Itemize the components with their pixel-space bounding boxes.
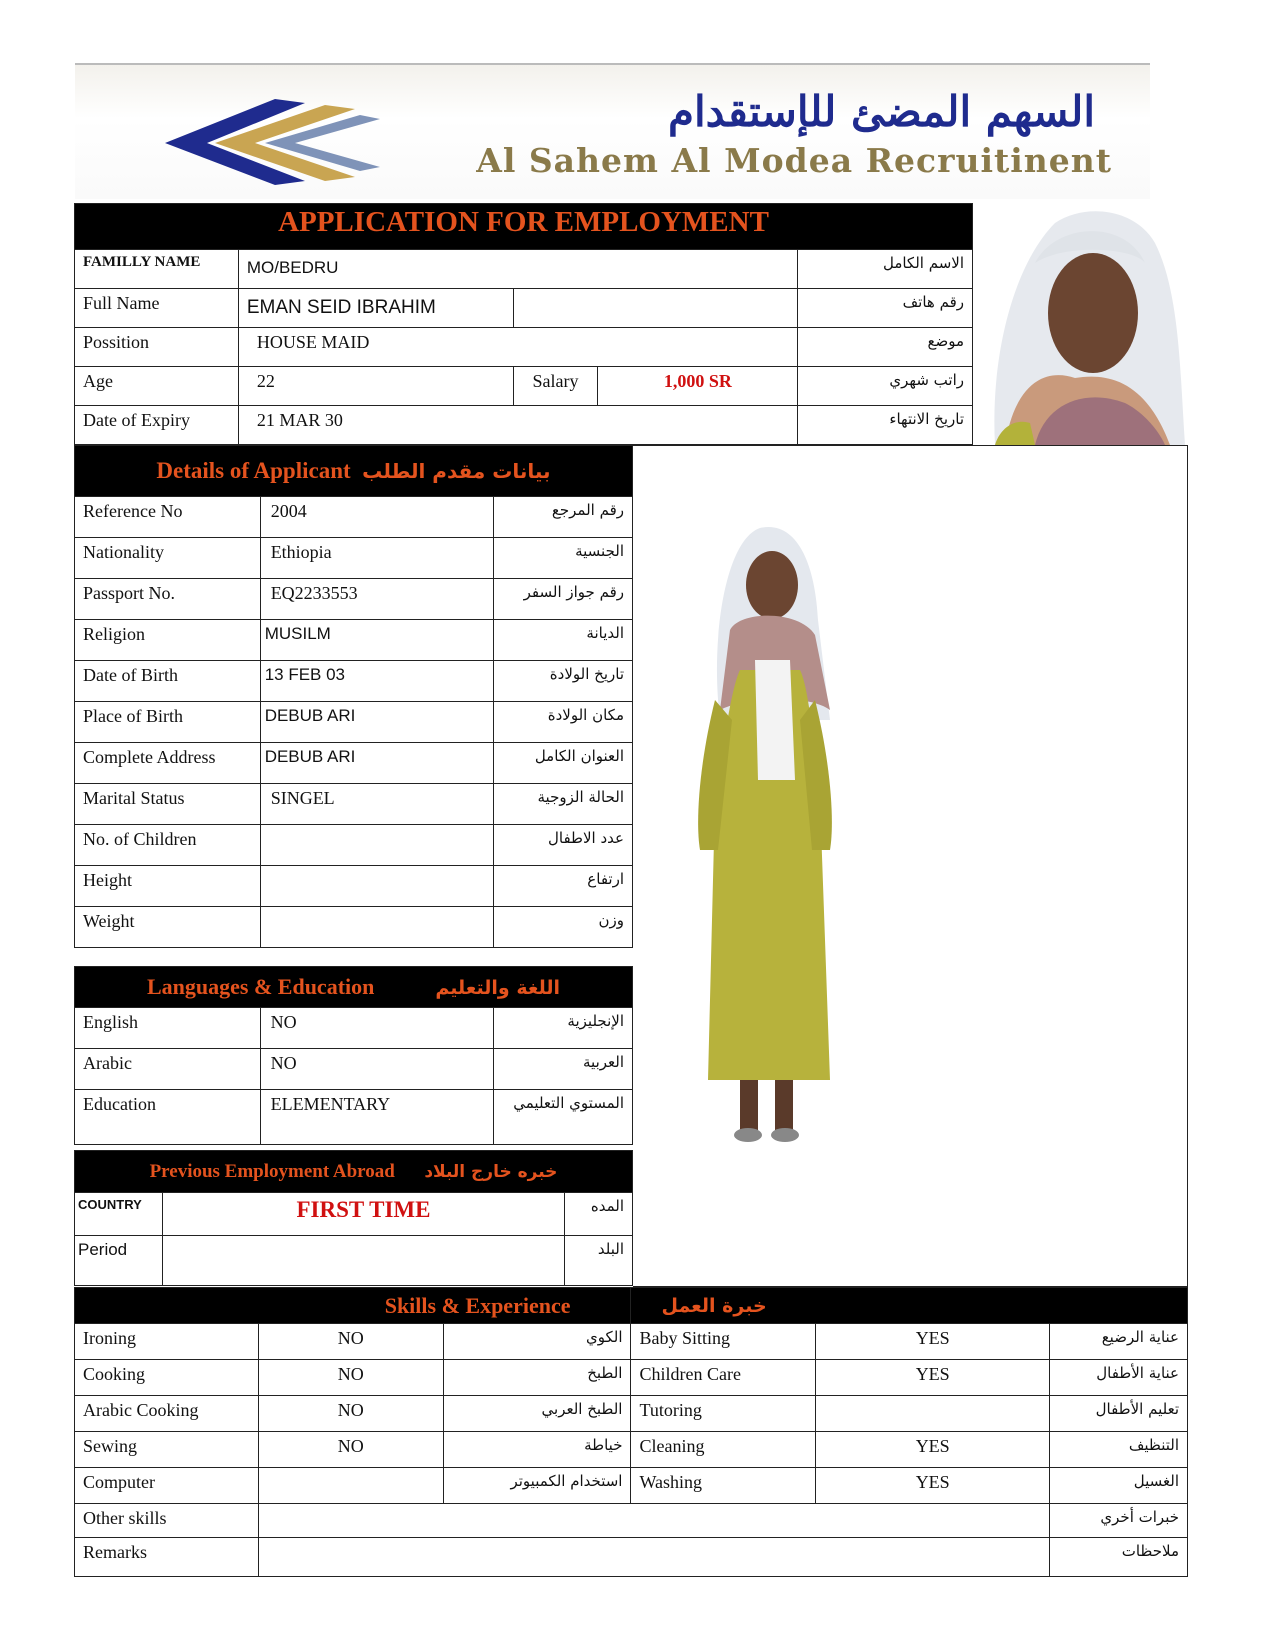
full-name-value: EMAN SEID IBRAHIM <box>238 289 513 328</box>
top-info-table <box>74 203 973 445</box>
skill-left-ar: الطبخ <box>443 1360 631 1396</box>
skill-left-ar: خياطة <box>443 1432 631 1468</box>
skill-right-ar: عناية الرضيع <box>1050 1324 1188 1360</box>
skill-right-value: YES <box>816 1432 1050 1468</box>
language-row-label: English <box>75 1008 261 1049</box>
family-name-label: FAMILLY NAME <box>75 250 239 289</box>
skill-right-value: YES <box>816 1468 1050 1504</box>
details-row-label: Height <box>75 866 261 907</box>
salary-ar: راتب شهري <box>798 367 973 406</box>
language-row-label: Arabic <box>75 1049 261 1090</box>
previous-header-ar: خبره خارج البلاد <box>424 1161 558 1182</box>
skill-right-label: Tutoring <box>631 1396 816 1432</box>
period-value <box>162 1236 564 1286</box>
skill-left-value: NO <box>258 1396 443 1432</box>
skill-right-ar: تعليم الأطفال <box>1050 1396 1188 1432</box>
language-row-label: Education <box>75 1090 261 1145</box>
company-name-arabic: السهم المضئ للإستقدام <box>668 87 1095 136</box>
skill-left-value <box>258 1468 443 1504</box>
details-row-value <box>260 866 494 907</box>
salary-value: 1,000 SR <box>598 367 798 406</box>
details-header <box>75 446 633 497</box>
languages-table <box>74 966 633 1145</box>
skill-left-label: Computer <box>75 1468 259 1504</box>
skill-row <box>75 1360 1188 1396</box>
details-row-value: DEBUB ARI <box>260 743 494 784</box>
previous-employment-table <box>74 1150 633 1286</box>
expiry-value: 21 MAR 30 <box>238 406 797 445</box>
details-row-value: MUSILM <box>260 620 494 661</box>
applicant-full-body-photo <box>680 520 850 1160</box>
details-row <box>75 743 633 784</box>
language-row-ar: العربية <box>494 1049 633 1090</box>
details-row-value <box>260 825 494 866</box>
skill-left-label: Sewing <box>75 1432 259 1468</box>
languages-header-ar: اللغة والتعليم <box>435 977 560 999</box>
expiry-label: Date of Expiry <box>75 406 239 445</box>
details-row-ar: مكان الولادة <box>494 702 633 743</box>
skills-header-en: Skills & Experience <box>75 1288 631 1324</box>
language-row <box>75 1008 633 1049</box>
details-row <box>75 661 633 702</box>
skill-row <box>75 1324 1188 1360</box>
languages-header-en: Languages & Education <box>146 974 375 999</box>
previous-header <box>75 1151 633 1193</box>
position-ar: موضع <box>798 328 973 367</box>
details-row-label: Date of Birth <box>75 661 261 702</box>
details-row-value <box>260 907 494 948</box>
family-name-value: MO/BEDRU <box>238 250 797 289</box>
details-row <box>75 784 633 825</box>
language-row-ar: المستوي التعليمي <box>494 1090 633 1145</box>
language-row-value: NO <box>260 1008 494 1049</box>
details-row-value: 2004 <box>260 497 494 538</box>
details-row <box>75 620 633 661</box>
position-value: HOUSE MAID <box>238 328 797 367</box>
age-label: Age <box>75 367 239 406</box>
language-row-value: NO <box>260 1049 494 1090</box>
other-skills-ar: خبرات أخري <box>1050 1504 1188 1538</box>
details-row <box>75 538 633 579</box>
skill-left-ar: استخدام الكمبيوتر <box>443 1468 631 1504</box>
remarks-ar: ملاحظات <box>1050 1538 1188 1577</box>
remarks-label: Remarks <box>75 1538 259 1577</box>
details-row-value: 13 FEB 03 <box>260 661 494 702</box>
skill-right-ar: الغسيل <box>1050 1468 1188 1504</box>
details-row-label: No. of Children <box>75 825 261 866</box>
details-row <box>75 702 633 743</box>
skill-right-value: YES <box>816 1324 1050 1360</box>
applicant-headshot-photo <box>975 203 1188 445</box>
details-row-label: Weight <box>75 907 261 948</box>
details-row <box>75 497 633 538</box>
country-ar: المده <box>565 1193 633 1236</box>
details-row <box>75 825 633 866</box>
skill-row <box>75 1432 1188 1468</box>
language-row-value: ELEMENTARY <box>260 1090 494 1145</box>
details-row <box>75 866 633 907</box>
details-row-label: Complete Address <box>75 743 261 784</box>
details-row <box>75 907 633 948</box>
details-row-label: Place of Birth <box>75 702 261 743</box>
details-row-ar: الديانة <box>494 620 633 661</box>
skill-right-ar: التنظيف <box>1050 1432 1188 1468</box>
skill-row <box>75 1468 1188 1504</box>
details-row-ar: العنوان الكامل <box>494 743 633 784</box>
remarks-value <box>258 1538 1049 1577</box>
details-header-en: Details of Applicant <box>156 458 351 483</box>
details-row-ar: عدد الاطفال <box>494 825 633 866</box>
phone-ar: رقم هاتف <box>798 289 973 328</box>
period-label: Period <box>75 1236 163 1286</box>
skill-row <box>75 1396 1188 1432</box>
skill-right-label: Washing <box>631 1468 816 1504</box>
skill-left-label: Arabic Cooking <box>75 1396 259 1432</box>
form-title: APPLICATION FOR EMPLOYMENT <box>75 204 973 250</box>
language-row <box>75 1090 633 1145</box>
family-name-ar: الاسم الكامل <box>798 250 973 289</box>
details-row-label: Nationality <box>75 538 261 579</box>
skill-left-label: Cooking <box>75 1360 259 1396</box>
details-table <box>74 445 633 948</box>
other-skills-value <box>258 1504 1049 1538</box>
period-ar: البلد <box>565 1236 633 1286</box>
other-skills-label: Other skills <box>75 1504 259 1538</box>
position-label: Possition <box>75 328 239 367</box>
details-row <box>75 579 633 620</box>
details-row-label: Marital Status <box>75 784 261 825</box>
details-row-value: EQ2233553 <box>260 579 494 620</box>
details-row-ar: الجنسية <box>494 538 633 579</box>
language-row-ar: الإنجليزية <box>494 1008 633 1049</box>
skill-right-ar: عناية الأطفال <box>1050 1360 1188 1396</box>
details-row-label: Reference No <box>75 497 261 538</box>
details-row-ar: الحالة الزوجية <box>494 784 633 825</box>
details-row-ar: ارتفاع <box>494 866 633 907</box>
skill-right-value: YES <box>816 1360 1050 1396</box>
details-row-label: Religion <box>75 620 261 661</box>
company-logo-icon <box>155 85 385 195</box>
skill-right-label: Baby Sitting <box>631 1324 816 1360</box>
skill-left-value: NO <box>258 1432 443 1468</box>
languages-header <box>75 967 633 1008</box>
skill-left-ar: الكوي <box>443 1324 631 1360</box>
country-value: FIRST TIME <box>162 1193 564 1236</box>
skills-header-ar: خبرة العمل <box>631 1288 1188 1324</box>
details-row-ar: رقم جواز السفر <box>494 579 633 620</box>
phone-value <box>513 289 798 328</box>
details-header-ar: بيانات مقدم الطلب <box>362 459 551 483</box>
details-row-value: DEBUB ARI <box>260 702 494 743</box>
skill-left-ar: الطبخ العربي <box>443 1396 631 1432</box>
details-row-ar: تاريخ الولادة <box>494 661 633 702</box>
previous-header-en: Previous Employment Abroad <box>149 1160 395 1182</box>
details-row-ar: وزن <box>494 907 633 948</box>
skills-table <box>74 1287 1188 1577</box>
salary-label: Salary <box>513 367 598 406</box>
details-row-label: Passport No. <box>75 579 261 620</box>
details-row-ar: رقم المرجع <box>494 497 633 538</box>
company-name-english: Al Sahem Al Modea Recruitinent <box>476 141 1112 180</box>
skill-right-label: Children Care <box>631 1360 816 1396</box>
header-banner <box>75 63 1150 199</box>
skill-right-label: Cleaning <box>631 1432 816 1468</box>
language-row <box>75 1049 633 1090</box>
expiry-ar: تاريخ الانتهاء <box>798 406 973 445</box>
details-row-value: Ethiopia <box>260 538 494 579</box>
age-value: 22 <box>238 367 513 406</box>
full-name-label: Full Name <box>75 289 239 328</box>
country-label: COUNTRY <box>75 1193 163 1236</box>
skill-left-value: NO <box>258 1324 443 1360</box>
skill-right-value <box>816 1396 1050 1432</box>
skill-left-label: Ironing <box>75 1324 259 1360</box>
details-row-value: SINGEL <box>260 784 494 825</box>
skill-left-value: NO <box>258 1360 443 1396</box>
